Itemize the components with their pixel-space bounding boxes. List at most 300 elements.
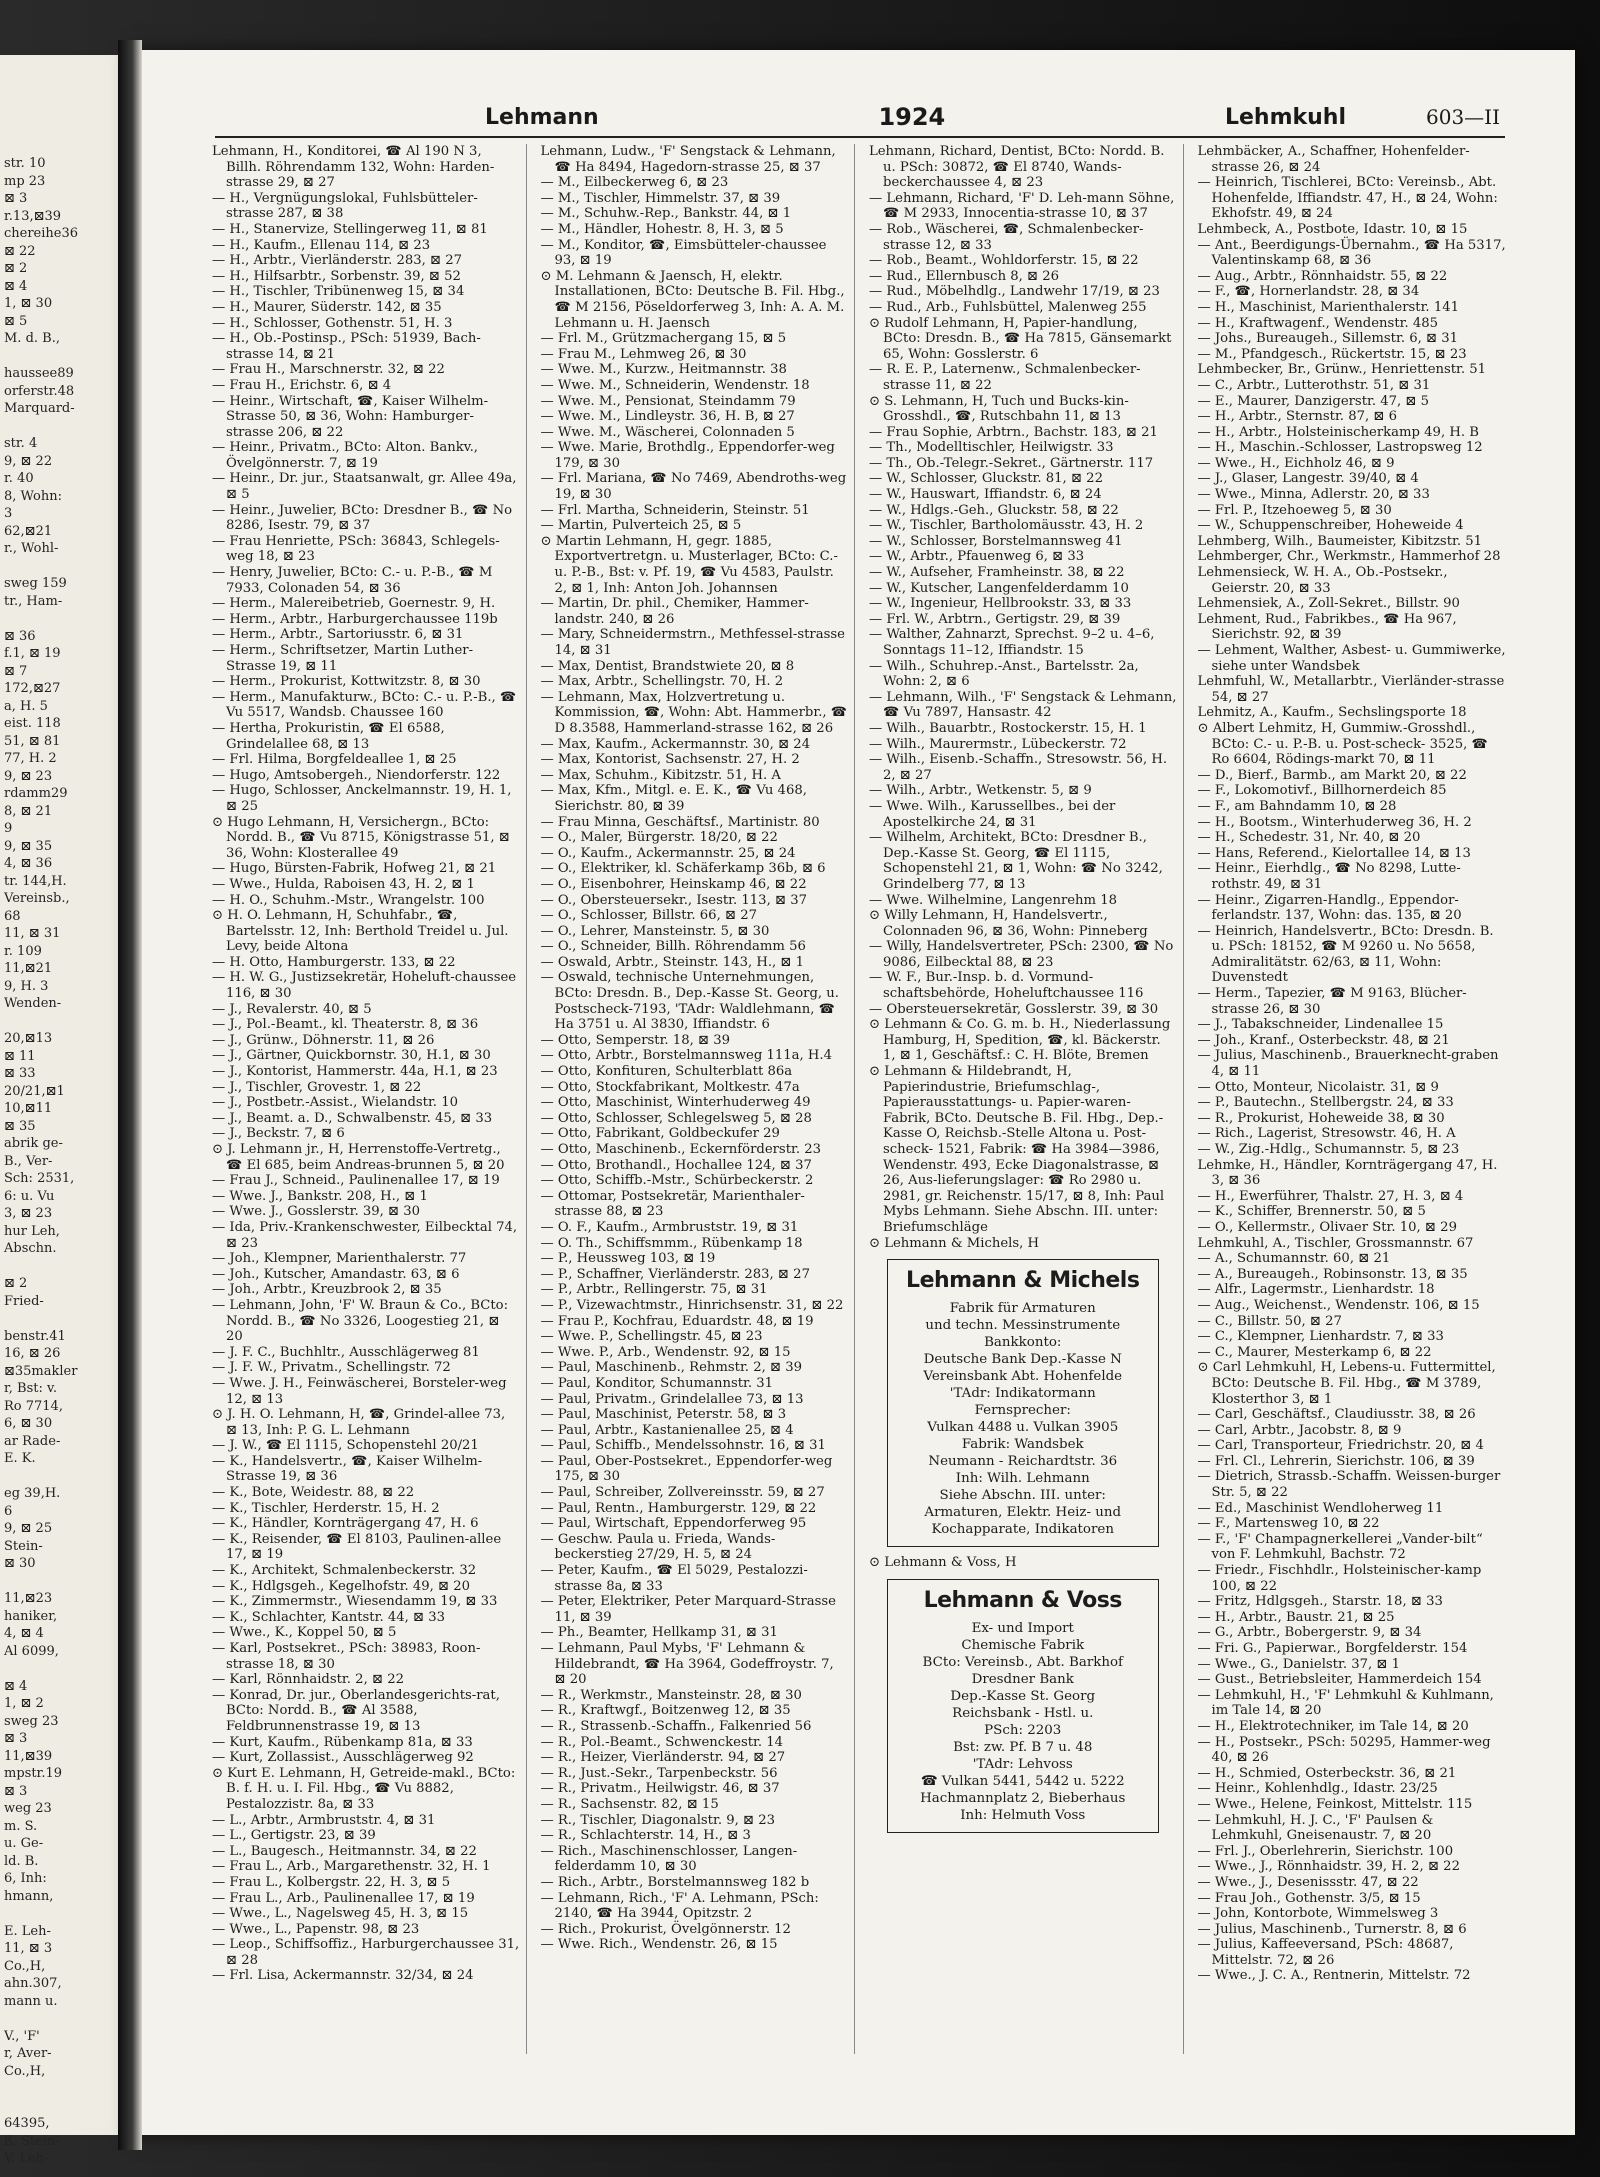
directory-entry: — Wwe., G., Danielstr. 37, ⊠ 1: [1197, 1656, 1401, 1672]
directory-entry: — Heinr., Eierhdlg., ☎ No 8298, Lutte-rothstr. 49, ⊠ 31: [1197, 861, 1461, 892]
previous-page-line: ⊠35makler: [4, 1363, 78, 1379]
previous-page-line: [4, 1013, 128, 1031]
directory-entry: ⊙ Carl Lehmkuhl, H, Lebens-u. Futtermittel, BCto: Deutsche B. Fil. Hbg., ☎ M 3789, Klosterthor 3, ⊠ 1: [1197, 1360, 1496, 1407]
previous-page-line: 62,⊠21: [4, 523, 53, 539]
previous-page-line: Wenden-: [4, 996, 62, 1011]
directory-entry: — Lehmann, Wilh., 'F' Sengstack & Lehmann, ☎ Vu 7897, Hansastr. 42: [869, 689, 1177, 721]
directory-entry: — Max, Arbtr., Schellingstr. 70, H. 2: [540, 674, 784, 690]
directory-entry: — Max, Kfm., Mitgl. e. E. K., ☎ Vu 468, Sierichstr. 80, ⊠ 39: [540, 783, 807, 814]
directory-entry: — J., Pol.-Beamt., kl. Theaterstr. 8, ⊠ 36: [212, 1017, 479, 1033]
directory-entry: — H., Bootsm., Winterhuderweg 36, H. 2: [1197, 814, 1472, 830]
previous-page-line: [4, 1468, 128, 1486]
directory-entry: — Heinr., Wirtschaft, ☎, Kaiser Wilhelm-Strasse 50, ⊠ 36, Wohn: Hamburger-strasse 206, ⊠ 22: [212, 393, 489, 440]
advert-lehmann-michels: [887, 1259, 1159, 1547]
directory-entry: — Karl, Rönnhaidstr. 2, ⊠ 22: [212, 1672, 404, 1688]
directory-entry: — Wwe., J., Desenissstr. 47, ⊠ 22: [1197, 1874, 1419, 1890]
directory-entry: — Ida, Priv.-Krankenschwester, Eilbecktal 74, ⊠ 23: [212, 1219, 518, 1251]
directory-entry: — Karl, Postsekret., PSch: 38983, Roon-strasse 18, ⊠ 30: [212, 1641, 481, 1672]
directory-entry: — M., Tischler, Himmelstr. 37, ⊠ 39: [540, 190, 781, 206]
previous-page-line: r. 40: [4, 471, 34, 486]
directory-entry: — R. E. P., Laternenw., Schmalenbecker-strasse 11, ⊠ 22: [869, 362, 1141, 393]
directory-entry: — C., Arbtr., Lutterothstr. 51, ⊠ 31: [1197, 377, 1431, 393]
previous-page-line: 51, ⊠ 81: [4, 733, 61, 749]
advert-line: Inh: Helmuth Voss: [960, 1807, 1086, 1823]
directory-entry: — O. F., Kaufm., Armbruststr. 19, ⊠ 31: [540, 1219, 799, 1235]
previous-page-line: ⊠ 2: [4, 261, 28, 276]
directory-entry: — Ph., Beamter, Hellkamp 31, ⊠ 31: [540, 1625, 778, 1641]
directory-entry: — Dietrich, Strassb.-Schaffn. Weissen-burger Str. 5, ⊠ 22: [1197, 1469, 1501, 1501]
directory-entry: — Frau Minna, Geschäftsf., Martinistr. 80: [540, 814, 820, 830]
previous-page-line: mpstr.19: [4, 1766, 63, 1781]
previous-page-line: 6, Inh:: [4, 1871, 47, 1886]
directory-entry: — M., Eilbeckerweg 6, ⊠ 23: [540, 175, 729, 191]
directory-entry: — Paul, Wirtschaft, Eppendorferweg 95: [540, 1516, 807, 1532]
previous-page-line: 1, ⊠ 2: [4, 1696, 44, 1711]
advert-lehmann-voss: [887, 1579, 1159, 1833]
directory-entry: — Oswald, Arbtr., Steinstr. 143, H., ⊠ 1: [540, 954, 805, 970]
directory-entry: — Frl. Hilma, Borgfeldeallee 1, ⊠ 25: [212, 752, 457, 768]
directory-entry: — Peter, Elektriker, Peter Marquard-Strasse 11, ⊠ 39: [540, 1594, 836, 1625]
advert-line: Fabrik: Wandsbek: [961, 1437, 1084, 1453]
previous-page-line: haussee89: [4, 366, 74, 381]
previous-page-line: sweg 23: [4, 1713, 59, 1729]
directory-entry: — J. W., ☎ El 1115, Schopenstehl 20/21: [212, 1438, 479, 1454]
directory-entry: — Frl. Martha, Schneiderin, Steinstr. 51: [540, 502, 810, 518]
directory-entry: Lehmkuhl, A., Tischler, Grossmannstr. 67: [1197, 1235, 1474, 1251]
directory-entry: Lehmann, Richard, Dentist, BCto: Nordd. B. u. PSch: 30872, ☎ El 8740, Wands-beckerchaussee 4, ⊠ 23: [869, 144, 1165, 191]
previous-page-line: [4, 418, 128, 436]
directory-entry: — Ant., Beerdigungs-Übernahm., ☎ Ha 5317, Valentinskamp 68, ⊠ 36: [1197, 237, 1506, 269]
previous-page-line: str. 10: [4, 156, 46, 171]
page-number: 603—II: [1426, 104, 1500, 129]
directory-entry: — R., Heizer, Vierländerstr. 94, ⊠ 27: [540, 1750, 786, 1766]
directory-entry: — C., Maurer, Mesterkamp 6, ⊠ 22: [1197, 1344, 1432, 1360]
directory-entry: — Frau Sophie, Arbtrn., Bachstr. 183, ⊠ 21: [869, 424, 1158, 440]
directory-entry: — M., Händler, Hohestr. 8, H. 3, ⊠ 5: [540, 221, 784, 237]
directory-entry: — Frau H., Marschnerstr. 32, ⊠ 22: [212, 362, 445, 378]
directory-entry: — Lehmann, Rich., 'F' A. Lehmann, PSch: 2140, ☎ Ha 3944, Opitzstr. 2: [540, 1890, 819, 1922]
previous-page-line: a, H. 5: [4, 698, 48, 714]
directory-entry: — H., Vergnügungslokal, Fuhlsbütteler-strasse 287, ⊠ 38: [212, 190, 478, 222]
directory-entry: — K., Tischler, Herderstr. 15, H. 2: [212, 1500, 440, 1516]
previous-page-line: orferstr.48: [4, 383, 75, 399]
directory-entry: — P., Vizewachtmstr., Hinrichsenstr. 31, ⊠ 22: [540, 1297, 844, 1313]
directory-entry: — Otto, Maschinist, Winterhuderweg 49: [540, 1095, 811, 1111]
directory-entry: — Herm., Schriftsetzer, Martin Luther-Strasse 19, ⊠ 11: [212, 643, 474, 674]
directory-entry: — Hugo, Bürsten-Fabrik, Hofweg 21, ⊠ 21: [212, 861, 497, 877]
previous-page-line: 77, H. 2: [4, 751, 57, 766]
previous-page-line: u. Ge-: [4, 1836, 44, 1851]
directory-entry: — Carl, Arbtr., Jacobstr. 8, ⊠ 9: [1197, 1422, 1402, 1438]
previous-page-line: 68: [4, 908, 21, 924]
previous-page-line: mp 23: [4, 173, 46, 189]
directory-entry: — J. F. C., Buchhltr., Ausschlägerweg 81: [212, 1344, 480, 1360]
previous-page-line: 64395,: [4, 2116, 50, 2131]
advert-line: Deutsche Bank Dep.-Kasse N: [923, 1352, 1122, 1368]
directory-entry: — C., Klempner, Lienhardstr. 7, ⊠ 33: [1197, 1329, 1444, 1345]
advert-body: [898, 1620, 1148, 1824]
previous-page-line: Ro 7714,: [4, 1398, 63, 1414]
advert-body: [898, 1300, 1148, 1538]
directory-entry: — F., am Bahndamm 10, ⊠ 28: [1197, 798, 1397, 814]
directory-entry: — H., Ob.-Postinsp., PSch: 51939, Bach-strasse 14, ⊠ 21: [212, 331, 481, 362]
directory-entry: — Max, Kontorist, Sachsenstr. 27, H. 2: [540, 752, 800, 768]
directory-entry: — J., Tischler, Grovestr. 1, ⊠ 22: [212, 1079, 422, 1095]
directory-entry: — R., Strassenb.-Schaffn., Falkenried 56: [540, 1718, 812, 1734]
directory-entry: — O., Maler, Bürgerstr. 18/20, ⊠ 22: [540, 830, 778, 846]
directory-entry: — W., Zig.-Hdlg., Schumannstr. 5, ⊠ 23: [1197, 1142, 1460, 1157]
directory-entry: — Otto, Stockfabrikant, Moltkestr. 47a: [540, 1079, 800, 1095]
directory-entry: — Geschw. Paula u. Frieda, Wands-beckerstieg 27/29, H. 5, ⊠ 24: [540, 1531, 776, 1563]
directory-entry: — Wilh., Maurermstr., Lübeckerstr. 72: [869, 736, 1127, 752]
directory-entry: — Rob., Beamt., Wohldorferstr. 15, ⊠ 22: [869, 253, 1139, 269]
directory-entry: ⊙ Lehmann & Hildebrandt, H, Papierindustrie, Briefumschlag-, Papierausstattungs- u. Papier-waren-Fabrik, BCto. Deutsche B. Fil. Hbg., Dep.-Kasse O, Reichsb.-Stelle Altona u. Post-scheck- 1521, Fabrik: ☎ Ha 3984—3986, Wendenstr. 493, Ecke Diagonalstrasse, ⊠ 26, Aus-lieferungslager: ☎ Ro 2980 u. 2981, gr. Reichenstr. 15/17, ⊠ 8, Inh: Paul Mybs Lehmann. Siehe Abschn. III. unter: Briefumschläge: [869, 1064, 1165, 1235]
previous-page-line: tr. 144,H.: [4, 873, 67, 889]
directory-entry: — Herm., Arbtr., Harburgerchaussee 119b: [212, 611, 498, 627]
advert-line: Bankkonto:: [984, 1335, 1062, 1351]
directory-entry: — H., Schmied, Osterbeckstr. 36, ⊠ 21: [1197, 1765, 1457, 1781]
directory-entry: — Herm., Malereibetrieb, Goernestr. 9, H.: [212, 596, 496, 612]
directory-entry: — Rich., Maschinenschlosser, Langen-felderdamm 10, ⊠ 30: [540, 1843, 798, 1875]
directory-entry: — Wwe. M., Wäscherei, Colonnaden 5: [540, 424, 795, 440]
directory-entry: — Heinrich, Handelsvertr., BCto: Dresdn. B. u. PSch: 18152, ☎ M 9260 u. No 5658, Admiralitätstr. 62/63, ⊠ 11, Wohn: Duvenstedt: [1197, 923, 1494, 986]
directory-entry: — R., Prokurist, Hoheweide 38, ⊠ 30: [1197, 1110, 1445, 1126]
directory-entry: — R., Kraftwgf., Boitzenweg 12, ⊠ 35: [540, 1703, 791, 1719]
directory-entry: Lehmann, H., Konditorei, ☎ Al 190 N 3, Billh. Röhrendamm 132, Wohn: Harden-strasse 29, ⊠ 27: [212, 144, 495, 191]
directory-entry: Lehmberger, Chr., Werkmstr., Hammerhof 28: [1197, 549, 1501, 565]
directory-entry: — Wwe., Hulda, Raboisen 43, H. 2, ⊠ 1: [212, 876, 475, 892]
previous-page-line: r, Aver-: [4, 2046, 52, 2061]
previous-page-line: B., Ver-: [4, 1153, 53, 1169]
previous-page-line: m. S.: [4, 1818, 38, 1834]
directory-entry: — Henry, Juwelier, BCto: C.- u. P.-B., ☎ M 7933, Colonaden 54, ⊠ 36: [212, 565, 493, 596]
previous-page-line: 20/21,⊠1: [4, 1083, 65, 1099]
directory-entry: — O., Eisenbohrer, Heinskamp 46, ⊠ 22: [540, 876, 807, 892]
directory-entry: — Frau L., Arb., Paulinenallee 17, ⊠ 19: [212, 1890, 475, 1906]
directory-entry: — Carl, Geschäftsf., Claudiusstr. 38, ⊠ 26: [1197, 1407, 1476, 1423]
directory-entry: — F., Lokomotivf., Billhornerdeich 85: [1197, 783, 1447, 799]
directory-entry: — Frl. Cl., Lehrerin, Sierichstr. 106, ⊠ 39: [1197, 1453, 1475, 1469]
directory-entry: — Wilh., Schuhrep.-Anst., Bartelsstr. 2a, Wohn: 2, ⊠ 6: [869, 658, 1139, 690]
directory-entry: — K., Handelsvertr., ☎, Kaiser Wilhelm-Strasse 19, ⊠ 36: [212, 1453, 483, 1485]
advert-line: Fabrik für Armaturen: [949, 1301, 1096, 1317]
directory-entry: — Julius, Kaffeeversand, PSch: 48687, Mittelstr. 72, ⊠ 26: [1197, 1937, 1454, 1968]
previous-page-line: ld. B.: [4, 1853, 39, 1869]
directory-entry: — H. O., Schuhm.-Mstr., Wrangelstr. 100: [212, 892, 485, 908]
directory-entry: — Otto, Fabrikant, Goldbeckufer 29: [540, 1126, 780, 1142]
directory-entry: — Gust., Betriebsleiter, Hammerdeich 154: [1197, 1672, 1482, 1688]
directory-entry: — Otto, Schiffb.-Mstr., Schürbeckerstr. 2: [540, 1173, 814, 1189]
advert-line: Neumann - Reichardtstr. 36: [928, 1454, 1118, 1470]
directory-entry: — H., Arbtr., Baustr. 21, ⊠ 25: [1197, 1609, 1395, 1625]
directory-entry: — Max, Dentist, Brandstwiete 20, ⊠ 8: [540, 658, 795, 674]
directory-entry: ⊙ Martin Lehmann, H, gegr. 1885, Exportvertretgn. u. Musterlager, BCto: C.- u. P.-B., Bst: v. Pf. 19, ☎ Vu 4583, Paulstr. 2, ⊠ 1, Inh: Anton Joh. Johannsen: [540, 533, 838, 596]
previous-page-line: 9, ⊠ 25: [4, 1521, 53, 1536]
previous-page-line: ⊠ 30: [4, 1556, 36, 1571]
directory-entry: — Frau L., Arb., Margarethenstr. 32, H. 1: [212, 1859, 491, 1875]
previous-page-line: 1, ⊠ 30: [4, 296, 53, 311]
previous-page-line: rdamm29: [4, 786, 68, 801]
directory-entry: — Otto, Schlosser, Schlegelsweg 5, ⊠ 28: [540, 1110, 812, 1126]
directory-entry: — Frau P., Kochfrau, Eduardstr. 48, ⊠ 19: [540, 1313, 814, 1329]
directory-entry: Lehmbäcker, A., Schaffner, Hohenfelder-strasse 26, ⊠ 24: [1197, 144, 1470, 175]
directory-entry: — Wwe., H., Eichholz 46, ⊠ 9: [1197, 455, 1395, 471]
previous-page-line: str. 4: [4, 436, 38, 451]
advert-line: und techn. Messinstrumente: [925, 1318, 1121, 1334]
directory-entry: — Paul, Ober-Postsekret., Eppendorfer-weg 175, ⊠ 30: [540, 1453, 833, 1485]
directory-entry: — Kurt, Zollassist., Ausschlägerweg 92: [212, 1750, 474, 1766]
advert-line: Bst: zw. Pf. B 7 u. 48: [953, 1739, 1093, 1755]
directory-entry: — Paul, Rentn., Hamburgerstr. 129, ⊠ 22: [540, 1500, 817, 1516]
column-3-entries: [869, 144, 1177, 1251]
previous-page-line: [4, 348, 128, 366]
advert-line: Hachmannplatz 2, Bieberhaus: [920, 1790, 1126, 1806]
directory-entry: — W., Arbtr., Pfauenweg 6, ⊠ 33: [869, 549, 1085, 565]
directory-entry: — O., Schneider, Billh. Röhrendamm 56: [540, 939, 806, 955]
directory-entry: — Th., Ob.-Telegr.-Sekret., Gärtnerstr. 117: [869, 455, 1154, 471]
previous-page-line: r.13,⊠39: [4, 208, 62, 224]
directory-entry: — F., ☎, Hornerlandstr. 28, ⊠ 34: [1197, 284, 1420, 300]
directory-entry: — H., Kaufm., Ellenau 114, ⊠ 23: [212, 237, 431, 253]
directory-entry: — Martin, Pulverteich 25, ⊠ 5: [540, 518, 742, 534]
previous-page-line: 4, ⊠ 36: [4, 856, 53, 871]
directory-entry: — Wwe. Marie, Brothdlg., Eppendorfer-weg 179, ⊠ 30: [540, 440, 835, 471]
directory-entry: — A., Bureaugeh., Robinsonstr. 13, ⊠ 35: [1197, 1266, 1468, 1282]
directory-entry: — Paul, Konditor, Schumannstr. 31: [540, 1375, 774, 1391]
previous-page-line: mann u.: [4, 1993, 58, 2009]
directory-entry: — H., Arbtr., Sternstr. 87, ⊠ 6: [1197, 409, 1397, 425]
directory-entry: — Ottomar, Postsekretär, Marienthaler-strasse 88, ⊠ 23: [540, 1188, 805, 1220]
directory-entry: — W., Hdlgs.-Geh., Gluckstr. 58, ⊠ 22: [869, 502, 1119, 518]
previous-page-line: [4, 2098, 128, 2116]
directory-entry: — W., Hauswart, Iffiandstr. 6, ⊠ 24: [869, 487, 1102, 503]
directory-entry: — Mary, Schneidermstrn., Methfessel-strasse 14, ⊠ 31: [540, 627, 845, 658]
advert-line: ☎ Vulkan 5441, 5442 u. 5222: [920, 1773, 1125, 1789]
previous-page-line: ⊠ 35: [4, 1118, 36, 1134]
directory-entry: — P., Heussweg 103, ⊠ 19: [540, 1251, 716, 1267]
directory-entry: — Carl, Transporteur, Friedrichstr. 20, ⊠ 4: [1197, 1438, 1484, 1454]
directory-entry: — Willy, Handelsvertreter, PSch: 2300, ☎ No 9086, Eilbecktal 88, ⊠ 23: [869, 939, 1174, 970]
previous-page-line: Vereinsb.,: [4, 891, 70, 906]
directory-entry: — J., Gärtner, Quickbornstr. 30, H.1, ⊠ 30: [212, 1048, 491, 1064]
directory-entry: — Alfr., Lagermstr., Lienhardstr. 18: [1197, 1282, 1435, 1298]
advert-line: Fernsprecher:: [974, 1403, 1071, 1419]
directory-entry: — W., Tischler, Bartholomäusstr. 43, H. 2: [869, 518, 1144, 534]
advert-line: Siehe Abschn. III. unter:: [939, 1488, 1106, 1504]
directory-entry: — Paul, Maschinenb., Rehmstr. 2, ⊠ 39: [540, 1360, 802, 1376]
previous-page-line: 6, ⊠ 30: [4, 1416, 53, 1431]
directory-entry: — Paul, Arbtr., Kastanienallee 25, ⊠ 4: [540, 1422, 794, 1438]
directory-entry: ⊙ J. Lehmann jr., H, Herrenstoffe-Vertretg., ☎ El 685, beim Andreas-brunnen 5, ⊠ 20: [212, 1142, 505, 1173]
directory-entry: — R., Tischler, Diagonalstr. 9, ⊠ 23: [540, 1812, 776, 1828]
directory-entry: — Julius, Maschinenb., Turnerstr. 8, ⊠ 6: [1197, 1921, 1467, 1937]
previous-page-line: ⊠ 7: [4, 663, 28, 679]
directory-entry: — Friedr., Fischhdlr., Holsteinischer-kamp 100, ⊠ 22: [1197, 1563, 1482, 1594]
directory-entry: — Herm., Arbtr., Sartoriusstr. 6, ⊠ 31: [212, 627, 464, 643]
advert-line: Inh: Wilh. Lehmann: [955, 1471, 1090, 1487]
directory-entry: — Hugo, Amtsobergeh., Niendorferstr. 122: [212, 767, 501, 783]
directory-entry: — Kurt, Kaufm., Rübenkamp 81a, ⊠ 33: [212, 1734, 473, 1750]
directory-entry: — Max, Schuhm., Kibitzstr. 51, H. A: [540, 767, 781, 783]
previous-page-line: ⊠ 3: [4, 1731, 28, 1746]
directory-entry: — H., Kraftwagenf., Wendenstr. 485: [1197, 315, 1439, 331]
previous-page-line: ⊠ 5: [4, 313, 28, 329]
previous-page-line: abrik ge-: [4, 1136, 63, 1151]
previous-page-line: [4, 1905, 128, 1923]
previous-page-line: ⊠ 33: [4, 1066, 36, 1081]
directory-entry: — H., Arbtr., Vierländerstr. 283, ⊠ 27: [212, 253, 463, 269]
directory-entry: — J., Tabakschneider, Lindenallee 15: [1197, 1017, 1444, 1033]
previous-page-line: r. 109: [4, 943, 42, 959]
previous-page-line: r, Bst: v.: [4, 1381, 57, 1396]
advert-title: Lehmann & Voss: [923, 1587, 1122, 1613]
directory-entry: — A., Schumannstr. 60, ⊠ 21: [1197, 1251, 1391, 1267]
previous-page-line: ⊠ 36: [4, 628, 36, 644]
directory-entry: — O., Kaufm., Ackermannstr. 25, ⊠ 24: [540, 845, 796, 861]
directory-entry: — G., Arbtr., Bobergerstr. 9, ⊠ 34: [1197, 1625, 1422, 1641]
directory-entry: — Frau Joh., Gothenstr. 3/5, ⊠ 15: [1197, 1890, 1421, 1906]
directory-entry: Lehment, Rud., Fabrikbes., ☎ Ha 967, Sierichstr. 92, ⊠ 39: [1197, 611, 1457, 643]
directory-entry: — Frau L., Kolbergstr. 22, H. 3, ⊠ 5: [212, 1874, 451, 1890]
directory-entry: — L., Baugesch., Heitmannstr. 34, ⊠ 22: [212, 1843, 477, 1859]
previous-page-line: [4, 1258, 128, 1276]
previous-page-line: ⊠ 3: [4, 1783, 28, 1799]
directory-entry: — Hugo, Schlosser, Anckelmannstr. 19, H. 1, ⊠ 25: [212, 783, 512, 814]
directory-entry: — H., Postsekr., PSch: 50295, Hammer-weg 40, ⊠ 26: [1197, 1734, 1491, 1766]
directory-entry: — O., Obersteuersekr., Isestr. 113, ⊠ 37: [540, 892, 807, 908]
directory-entry: ⊙ S. Lehmann, H, Tuch und Bucks-kin-Grosshdl., ☎, Rutschbahn 11, ⊠ 13: [869, 393, 1129, 425]
advert-line: Chemische Fabrik: [961, 1637, 1085, 1653]
header-left-keyword: Lehmann: [485, 104, 599, 130]
previous-page-line: Co.,H,: [4, 1958, 46, 1974]
directory-entry: Lehmke, H., Händler, Kornträgergang 47, H. 3, ⊠ 36: [1197, 1157, 1498, 1189]
previous-page-line: 9, ⊠ 22: [4, 453, 53, 469]
directory-entry: Lehmbeck, A., Postbote, Idastr. 10, ⊠ 15: [1197, 221, 1468, 237]
advert-line: Reichsbank - Hstl. u.: [952, 1705, 1094, 1721]
previous-page-line: hmann,: [4, 1888, 54, 1904]
directory-entry: — Wwe., L., Nagelsweg 45, H. 3, ⊠ 15: [212, 1906, 469, 1922]
directory-entry: — Paul, Schreiber, Zollvereinsstr. 59, ⊠ 27: [540, 1485, 825, 1501]
previous-page-line: Marquard-: [4, 401, 75, 416]
directory-entry: — Wwe. P., Schellingstr. 45, ⊠ 23: [540, 1329, 763, 1345]
directory-columns: [212, 144, 1512, 2054]
previous-page-line: ⊠ 4: [4, 278, 28, 294]
directory-entry: — Joh., Kutscher, Amandastr. 63, ⊠ 6: [212, 1266, 460, 1282]
page-header: [155, 100, 1500, 134]
directory-entry: — Rud., Möbelhdlg., Landwehr 17/19, ⊠ 23: [869, 284, 1160, 300]
directory-entry: — Rud., Ellernbusch 8, ⊠ 26: [869, 268, 1060, 284]
directory-entry: — Wwe., Helene, Feinkost, Mittelstr. 115: [1197, 1796, 1473, 1812]
directory-entry: — K., Händler, Kornträgergang 47, H. 6: [212, 1516, 479, 1532]
previous-page-line: ⊠ 11: [4, 1048, 36, 1064]
directory-entry: — Lehmann, Richard, 'F' D. Leh-mann Söhne, ☎ M 2933, Innocentia-strasse 10, ⊠ 37: [869, 190, 1175, 222]
previous-page-line: 9, ⊠ 35: [4, 838, 53, 854]
directory-entry: — Heinrich, Tischlerei, BCto: Vereinsb., Abt. Hohenfelde, Iffiandstr. 47, H., ⊠ 24, Wohn: Ekhofstr. 49, ⊠ 24: [1197, 175, 1498, 222]
directory-entry: — P., Bautechn., Stellbergstr. 24, ⊠ 33: [1197, 1095, 1454, 1111]
directory-entry: — H., Maschinist, Marienthalerstr. 141: [1197, 299, 1459, 315]
previous-page-line: 6: [4, 1503, 13, 1519]
directory-entry: — M., Schuhw.-Rep., Bankstr. 44, ⊠ 1: [540, 206, 792, 222]
directory-entry: — J., Postbetr.-Assist., Wielandstr. 10: [212, 1095, 458, 1111]
directory-entry: — Rich., Lagerist, Stresowstr. 46, H. A: [1197, 1126, 1456, 1142]
previous-page-line: Stein-: [4, 1538, 43, 1554]
directory-entry: — Otto, Semperstr. 18, ⊠ 39: [540, 1032, 730, 1048]
directory-entry: — Konrad, Dr. jur., Oberlandesgerichts-rat, BCto: Nordd. B., ☎ Al 3588, Feldbrunnenstrasse 19, ⊠ 13: [212, 1687, 500, 1734]
directory-entry: — J. F. W., Privatm., Schellingstr. 72: [212, 1360, 451, 1376]
advert-line: PSch: 2203: [984, 1722, 1062, 1738]
directory-entry: — O. Th., Schiffsmmm., Rübenkamp 18: [540, 1235, 803, 1251]
header-rule: [215, 136, 1505, 138]
directory-entry: — Frau H., Erichstr. 6, ⊠ 4: [212, 377, 392, 393]
directory-entry: — Wwe. P., Arb., Wendenstr. 92, ⊠ 15: [540, 1344, 791, 1360]
directory-entry: — M., Pfandgesch., Rückertstr. 15, ⊠ 23: [1197, 346, 1467, 362]
previous-page-line: Co.,H,: [4, 2063, 46, 2079]
directory-entry: — Max, Kaufm., Ackermannstr. 30, ⊠ 24: [540, 736, 811, 752]
directory-entry: — Martin, Dr. phil., Chemiker, Hammer-landstr. 240, ⊠ 26: [540, 596, 809, 627]
directory-entry: — Wwe. M., Schneiderin, Wendenstr. 18: [540, 377, 810, 393]
directory-entry: — Otto, Konfituren, Schulterblatt 86a: [540, 1064, 793, 1080]
directory-entry: — R., Pol.-Beamt., Schwenckestr. 14: [540, 1734, 784, 1750]
directory-entry: — O., Lehrer, Mansteinstr. 5, ⊠ 30: [540, 923, 770, 939]
directory-entry: Lehmbecker, Br., Grünw., Henriettenstr. 51: [1197, 362, 1487, 378]
directory-entry: — Frau J., Schneid., Paulinenallee 17, ⊠ 19: [212, 1173, 500, 1189]
previous-page-line: ⊠ 2: [4, 1276, 28, 1291]
previous-page-line: V. Leh-: [4, 2151, 49, 2166]
directory-entry: — Lehmann, John, 'F' W. Braun & Co., BCto: Nordd. B., ☎ No 3326, Loogestieg 21, ⊠ 20: [212, 1297, 509, 1345]
directory-entry: — Wwe., Minna, Adlerstr. 20, ⊠ 33: [1197, 487, 1430, 503]
directory-entry: — K., Schiffer, Brennerstr. 50, ⊠ 5: [1197, 1204, 1426, 1220]
directory-entry: — Heinr., Juwelier, BCto: Dresdner B., ☎ No 8286, Isestr. 79, ⊠ 37: [212, 502, 513, 534]
directory-entry: — W. F., Bur.-Insp. b. d. Vormund-schaftsbehörde, Hoheluftchaussee 116: [869, 970, 1144, 1002]
directory-entry: — H., Schlosser, Gothenstr. 51, H. 3: [212, 315, 453, 331]
directory-entry: — H., Stanervize, Stellingerweg 11, ⊠ 81: [212, 221, 488, 237]
directory-entry: — Peter, Kaufm., ☎ El 5029, Pestalozzi-strasse 8a, ⊠ 33: [540, 1563, 808, 1594]
directory-entry: — Oswald, technische Unternehmungen, BCto: Dresdn. B., Dep.-Kasse St. Georg, u. Postscheck-7193, 'TAdr: Waldlehmann, ☎ Ha 3751 u. Al 3830, Iffiandstr. 6: [540, 970, 839, 1033]
directory-entry: ⊙ H. O. Lehmann, H, Schuhfabr., ☎, Bartelsstr. 12, Inh: Berthold Treidel u. Jul. Levy, beide Altona: [212, 908, 509, 955]
directory-entry: — Herm., Prokurist, Kottwitzstr. 8, ⊠ 30: [212, 674, 481, 690]
directory-entry: — Lehment, Walther, Asbest- u. Gummiwerke, siehe unter Wandsbek: [1197, 643, 1506, 674]
directory-entry: — Rich., Prokurist, Övelgönnerstr. 12: [540, 1921, 791, 1937]
directory-entry: — Heinr., Dr. jur., Staatsanwalt, gr. Allee 49a, ⊠ 5: [212, 471, 517, 503]
directory-entry: — Rich., Arbtr., Borstelmannsweg 182 b: [540, 1874, 810, 1890]
directory-entry: — J., Grünw., Döhnerstr. 11, ⊠ 26: [212, 1032, 435, 1048]
directory-entry: — Frl. W., Arbtrn., Gertigstr. 29, ⊠ 39: [869, 611, 1121, 627]
directory-entry: — Wwe. M., Lindleystr. 36, H. B, ⊠ 27: [540, 409, 795, 425]
directory-entry: — Wwe. Wilhelmine, Langenrehm 18: [869, 892, 1118, 908]
previous-page-line: [4, 1660, 128, 1678]
directory-entry: — Wwe. M., Kurzw., Heitmannstr. 38: [540, 362, 787, 378]
directory-entry: — Frau M., Lehmweg 26, ⊠ 30: [540, 346, 747, 362]
previous-page-line: [4, 2080, 128, 2098]
directory-entry: — Wilh., Eisenb.-Schaffn., Stresowstr. 56, H. 2, ⊠ 27: [869, 752, 1168, 783]
advert-line: Dep.-Kasse St. Georg: [950, 1688, 1096, 1704]
advert-line: Vereinsbank Abt. Hohenfelde: [923, 1369, 1123, 1385]
directory-entry: — K., Schlachter, Kantstr. 44, ⊠ 33: [212, 1609, 446, 1625]
directory-entry: — Fritz, Hdlgsgeh., Starstr. 18, ⊠ 33: [1197, 1594, 1443, 1610]
advert-line: Vulkan 4488 u. Vulkan 3905: [927, 1420, 1119, 1436]
directory-entry: — J., Beamt. a. D., Schwalbenstr. 45, ⊠ 33: [212, 1110, 493, 1126]
previous-page-line: 9, H. 3: [4, 978, 49, 994]
directory-entry: ⊙ Willy Lehmann, H, Handelsvertr., Colonnaden 96, ⊠ 36, Wohn: Pinneberg: [869, 908, 1148, 939]
directory-entry: — Rob., Wäscherei, ☎, Schmalenbecker-strasse 12, ⊠ 33: [869, 221, 1144, 253]
previous-page-line: ß, Stein-: [4, 2133, 60, 2149]
directory-entry: — H., Maurer, Süderstr. 142, ⊠ 35: [212, 299, 442, 315]
previous-page-line: ⊠ 22: [4, 243, 36, 259]
directory-entry: — W., Schuppenschreiber, Hoheweide 4: [1197, 518, 1464, 534]
directory-entry: — Wwe. J. H., Feinwäscherei, Borsteler-weg 12, ⊠ 13: [212, 1375, 507, 1407]
advert-line: Ex- und Import: [971, 1620, 1074, 1636]
previous-page-line: [4, 1573, 128, 1591]
